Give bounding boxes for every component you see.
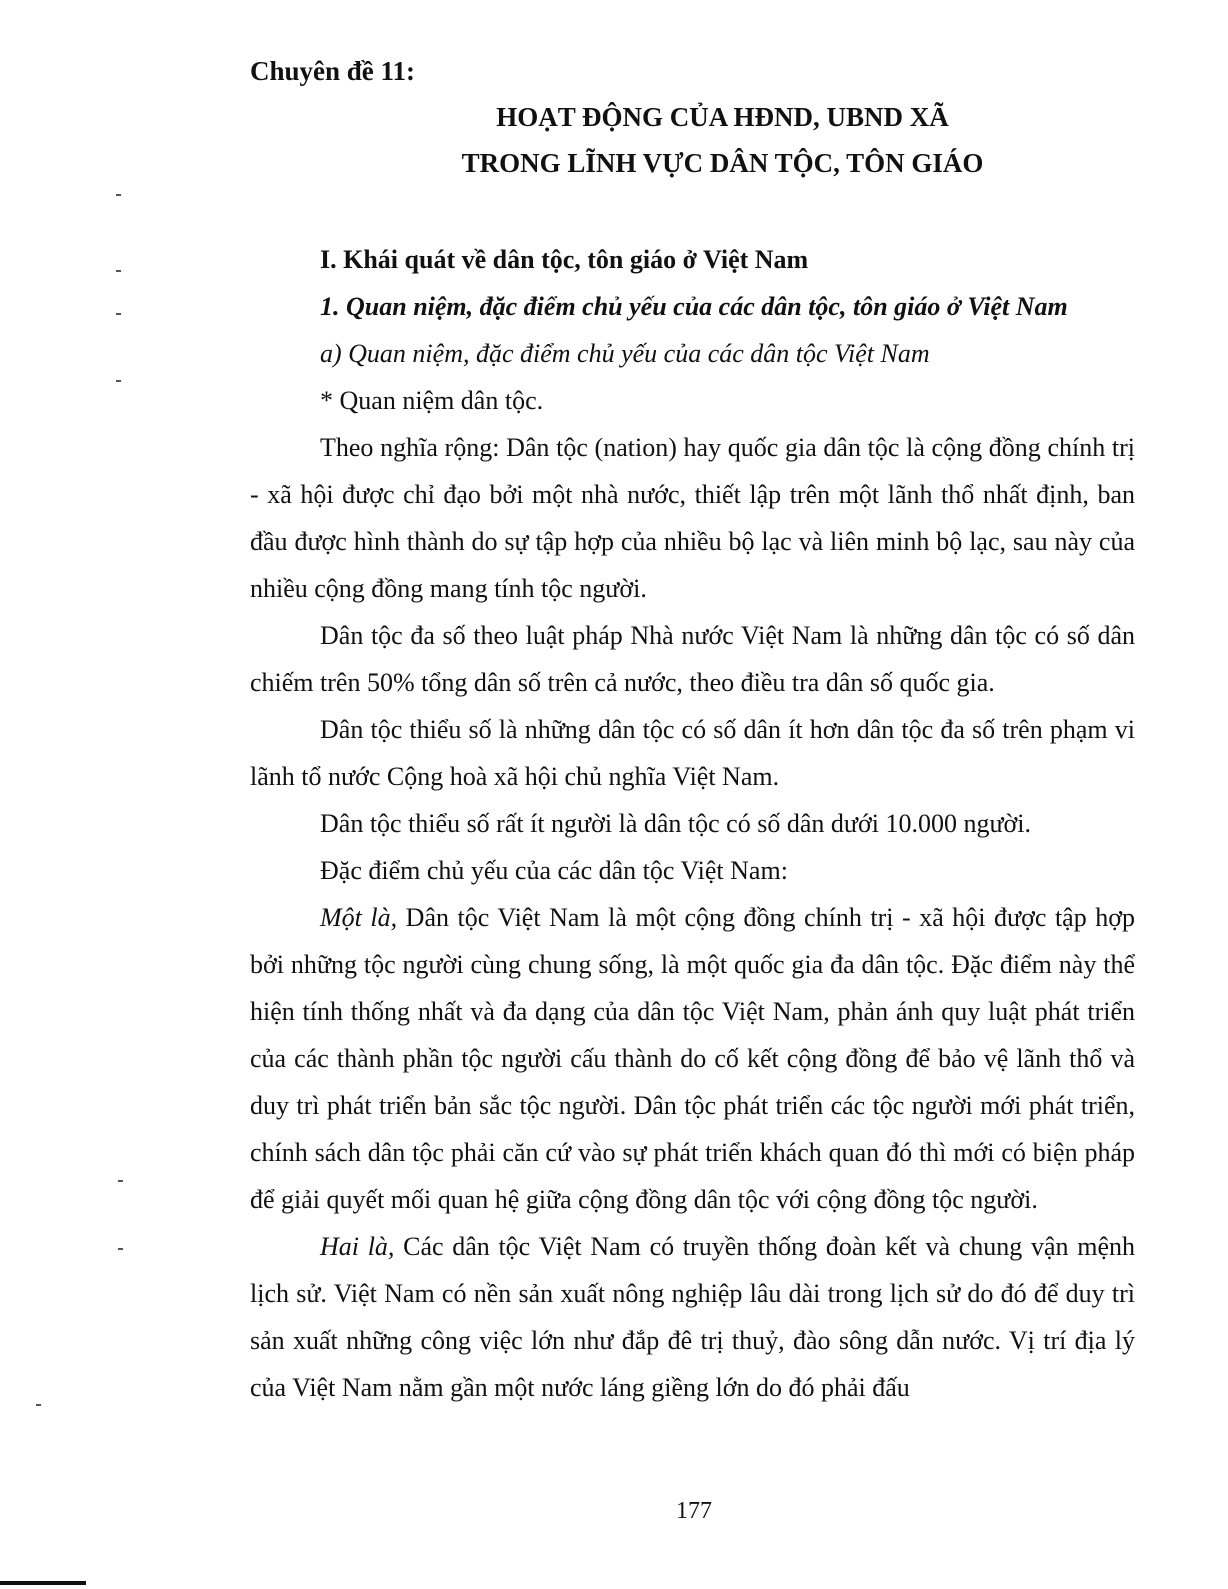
chapter-label: Chuyên đề 11: <box>250 56 416 86</box>
sub-subsection-heading: a) Quan niệm, đặc điểm chủ yếu của các dân tộc Việt Nam <box>320 339 930 368</box>
subsection-heading: 1. Quan niệm, đặc điểm chủ yếu của các dân tộc, tôn giáo ở Việt Nam <box>320 292 1068 321</box>
second-characteristic-text: Các dân tộc Việt Nam có truyền thống đoàn kết và chung vận mệnh lịch sử. Việt Nam có nền sản xuất nông nghiệp lâu dài trong lịch sử do đó để duy trì sản xuất những công việc lớn như đắp đê trị thuỷ, đào sông dẫn nước. Vị trí địa lý của Việt Nam nằm gần một nước láng giềng lớn do đó phải đấu <box>250 1232 1135 1402</box>
scan-speck <box>118 1248 123 1250</box>
chapter-title-line-2: TRONG LĨNH VỰC DÂN TỘC, TÔN GIÁO <box>461 148 984 178</box>
paragraph-very-small-minority: Dân tộc thiểu số rất ít người là dân tộc có số dân dưới 10.000 người. <box>320 809 1032 838</box>
scan-speck <box>116 270 121 272</box>
second-characteristic-lead: Hai là, <box>320 1232 395 1261</box>
scan-speck <box>116 313 121 315</box>
bullet-item: * Quan niệm dân tộc. <box>320 386 544 415</box>
scan-speck <box>116 380 121 382</box>
scan-speck <box>118 1180 123 1182</box>
paragraph-second-characteristic <box>250 1223 1135 1411</box>
scan-speck <box>36 1404 41 1406</box>
scan-speck <box>116 194 121 196</box>
paragraph-minority-definition: Dân tộc thiểu số là những dân tộc có số dân ít hơn dân tộc đa số trên phạm vi lãnh tổ nước Cộng hoà xã hội chủ nghĩa Việt Nam. <box>250 715 1135 791</box>
chapter-title-line-1: HOẠT ĐỘNG CỦA HĐND, UBND XÃ <box>496 102 949 132</box>
paragraph-broad-definition: Theo nghĩa rộng: Dân tộc (nation) hay quốc gia dân tộc là cộng đồng chính trị - xã hội được chỉ đạo bởi một nhà nước, thiết lập trên một lãnh thổ nhất định, ban đầu được hình thành do sự tập hợp của nhiều bộ lạc và liên minh bộ lạc, sau này của nhiều cộng đồng mang tính tộc người. <box>250 433 1135 603</box>
paragraph-majority-definition: Dân tộc đa số theo luật pháp Nhà nước Việt Nam là những dân tộc có số dân chiếm trên 50% tổng dân số trên cả nước, theo điều tra dân số quốc gia. <box>250 621 1135 697</box>
paragraph-characteristics-intro: Đặc điểm chủ yếu của các dân tộc Việt Nam: <box>320 856 788 885</box>
scan-edge-line <box>0 1581 86 1585</box>
first-characteristic-lead: Một là, <box>320 903 398 932</box>
first-characteristic-text: Dân tộc Việt Nam là một cộng đồng chính trị - xã hội được tập hợp bởi những tộc người cùng chung sống, là một quốc gia đa dân tộc. Đặc điểm này thể hiện tính thống nhất và đa dạng của dân tộc Việt Nam, phản ánh quy luật phát triển của các thành phần tộc người cấu thành do cố kết cộng đồng để bảo vệ lãnh thổ và duy trì phát triển bản sắc tộc người. Dân tộc phát triển các tộc người mới phát triển, chính sách dân tộc phải căn cứ vào sự phát triển khách quan đó thì mới có biện pháp để giải quyết mối quan hệ giữa cộng đồng dân tộc với cộng đồng tộc người. <box>250 903 1135 1214</box>
body-text <box>250 236 1135 1411</box>
section-heading: I. Khái quát về dân tộc, tôn giáo ở Việt Nam <box>320 245 809 274</box>
page-number: 177 <box>676 1498 712 1524</box>
paragraph-first-characteristic <box>250 894 1135 1223</box>
